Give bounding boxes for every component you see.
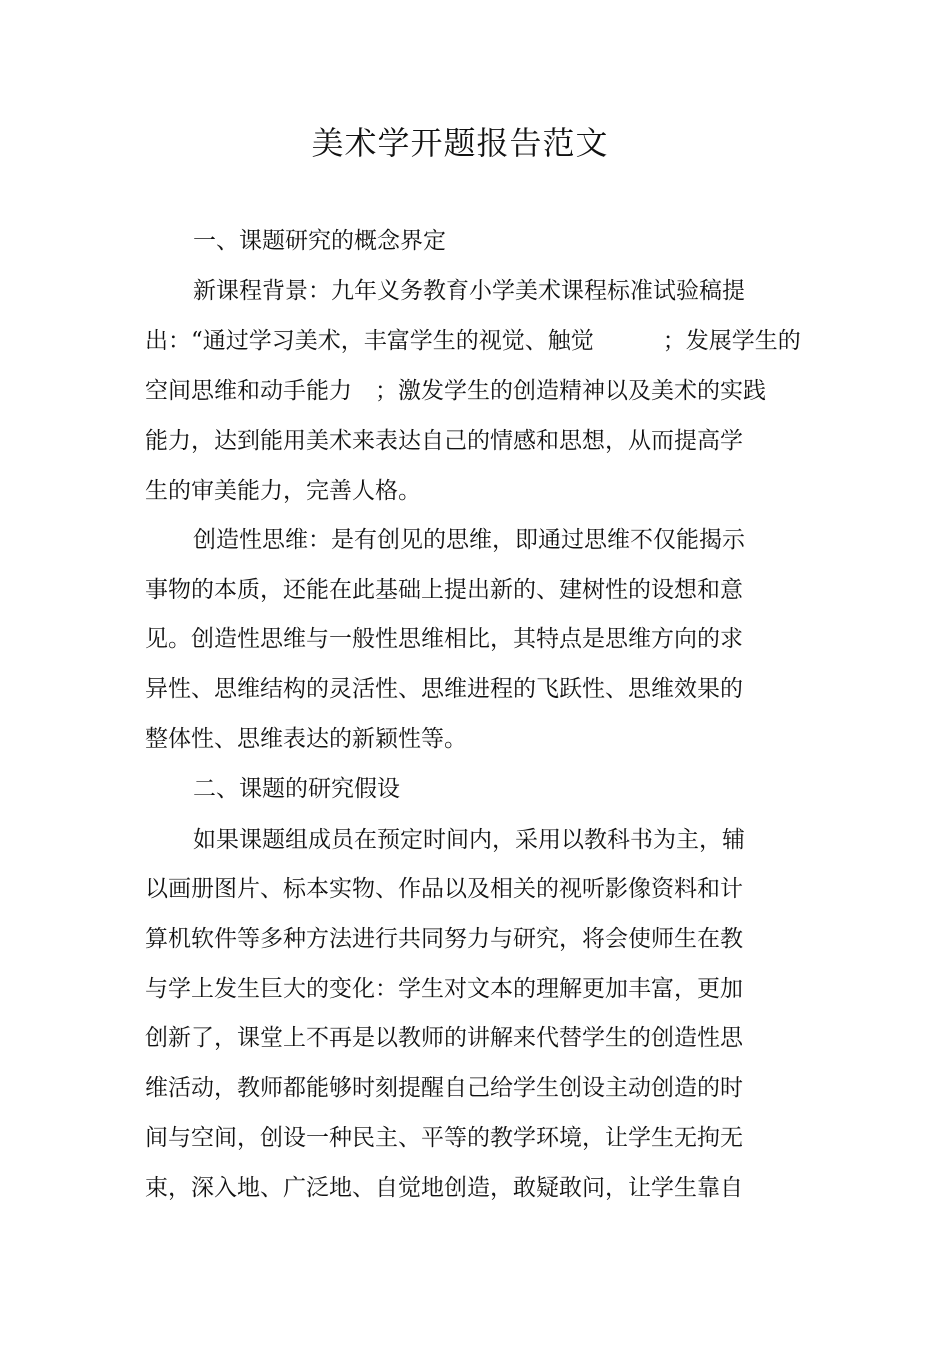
paragraph-line: 能力，达到能用美术来表达自己的情感和思想，从而提高学 — [145, 428, 743, 454]
paragraph-line: 束，深入地、广泛地、自觉地创造，敢疑敢问，让学生靠自 — [145, 1175, 743, 1201]
paragraph-line: 创新了，课堂上不再是以教师的讲解来代替学生的创造性思 — [145, 1025, 743, 1051]
paragraph-line: 事物的本质，还能在此基础上提出新的、建树性的设想和意 — [145, 577, 743, 603]
paragraph-line: 与学上发生巨大的变化：学生对文本的理解更加丰富，更加 — [145, 976, 743, 1002]
paragraph-line: 新课程背景：九年义务教育小学美术课程标准试验稿提 — [193, 278, 745, 304]
paragraph-line: 空间思维和动手能力 ；激发学生的创造精神以及美术的实践 — [145, 378, 766, 404]
paragraph-line: 以画册图片、标本实物、作品以及相关的视听影像资料和计 — [145, 876, 743, 902]
section-heading-1: 一、课题研究的概念界定 — [193, 228, 446, 254]
paragraph-line: 如果课题组成员在预定时间内，采用以教科书为主，辅 — [193, 827, 745, 853]
paragraph-line: 间与空间，创设一种民主、平等的教学环境，让学生无拘无 — [145, 1125, 743, 1151]
paragraph-line: 异性、思维结构的灵活性、思维进程的飞跃性、思维效果的 — [145, 676, 743, 702]
paragraph-line: 算机软件等多种方法进行共同努力与研究，将会使师生在教 — [145, 926, 743, 952]
paragraph-line: 出：“通过学习美术，丰富学生的视觉、触觉 ；发展学生的 — [145, 328, 801, 354]
paragraph-line: 创造性思维：是有创见的思维，即通过思维不仅能揭示 — [193, 527, 745, 553]
paragraph-line: 维活动，教师都能够时刻提醒自己给学生创设主动创造的时 — [145, 1075, 743, 1101]
paragraph-line: 整体性、思维表达的新颖性等。 — [145, 726, 467, 752]
paragraph-line: 见。创造性思维与一般性思维相比，其特点是思维方向的求 — [145, 626, 743, 652]
document-title: 美术学开题报告范文 — [311, 124, 609, 162]
section-heading-2: 二、课题的研究假设 — [193, 776, 400, 802]
paragraph-line: 生的审美能力，完善人格。 — [145, 478, 421, 504]
